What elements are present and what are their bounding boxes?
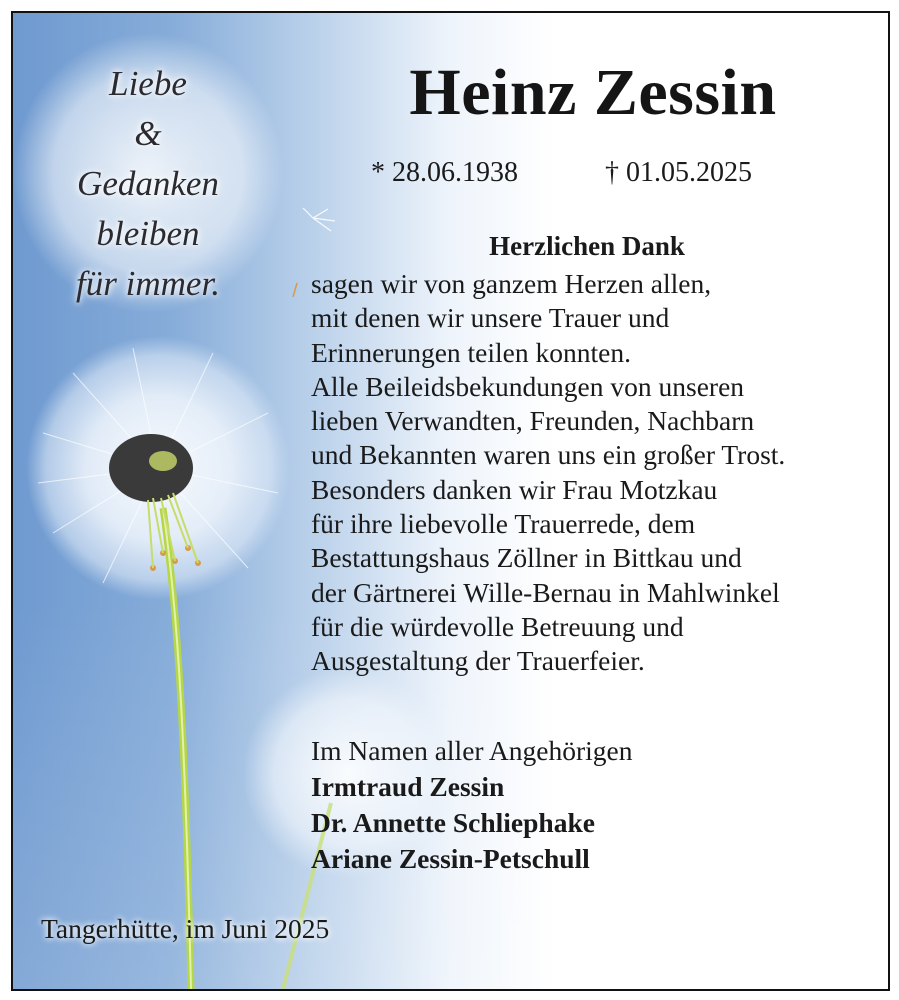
signatory-name: Irmtraud Zessin xyxy=(311,771,505,802)
text-line: mit denen wir unsere Trauer und xyxy=(311,302,670,334)
text-line: Alle Beileidsbekundungen von unseren xyxy=(311,370,745,402)
text-line: Bestattungshaus Zöllner in Bittkau und xyxy=(311,542,742,574)
motto-line: & xyxy=(134,114,162,153)
obituary-notice xyxy=(11,11,890,991)
text-line: Erinnerungen teilen konnten. xyxy=(311,336,631,368)
motto-line: Gedanken xyxy=(77,164,219,203)
text-line: für die würdevolle Betreuung und xyxy=(311,610,684,642)
text-line: lieben Verwandten, Freunden, Nachbarn xyxy=(311,405,755,437)
signoff-intro: Im Namen aller Angehörigen xyxy=(311,735,633,766)
signoff xyxy=(311,733,871,877)
signatory-name: Ariane Zessin-Petschull xyxy=(311,843,590,874)
text-line: für ihre liebevolle Trauerrede, dem xyxy=(311,508,696,540)
motto-verse xyxy=(53,59,243,309)
thanks-text xyxy=(311,267,871,679)
motto-line: für immer. xyxy=(76,264,220,303)
motto-line: Liebe xyxy=(109,64,187,103)
text-line: der Gärtnerei Wille-Bernau in Mahlwinkel xyxy=(311,576,780,608)
thanks-heading: Herzlichen Dank xyxy=(489,231,685,261)
place-and-date: Tangerhütte, im Juni 2025 xyxy=(41,913,330,944)
deceased-name: Heinz Zessin xyxy=(409,56,777,129)
text-line: Besonders danken wir Frau Motzkau xyxy=(311,473,718,505)
birth-date: * 28.06.1938 xyxy=(371,157,518,188)
text-line: Ausgestaltung der Trauerfeier. xyxy=(311,645,645,677)
motto-line: bleiben xyxy=(96,214,200,253)
signatory-name: Dr. Annette Schliephake xyxy=(311,807,595,838)
text-line: und Bekannten waren uns ein großer Trost. xyxy=(311,439,786,471)
death-date: † 01.05.2025 xyxy=(605,157,752,188)
text-line: sagen wir von ganzem Herzen allen, xyxy=(311,268,712,299)
